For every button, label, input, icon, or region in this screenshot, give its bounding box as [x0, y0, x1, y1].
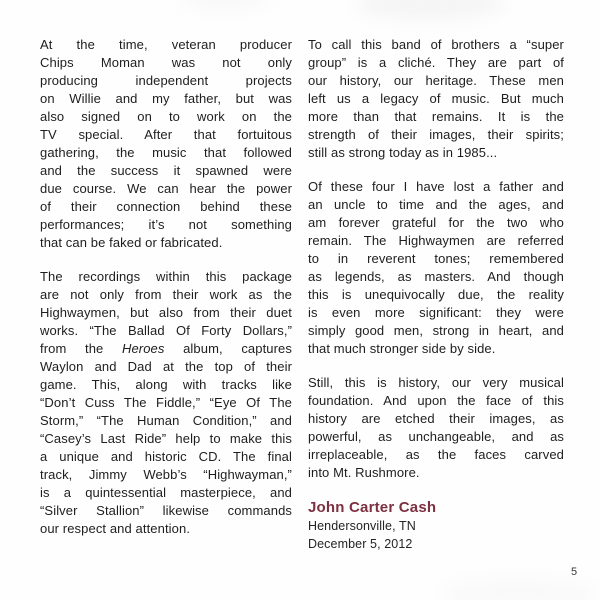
text-line: “Don’t Cuss The Fiddle,” “Eye Of The	[40, 395, 292, 410]
text-line: a unique and historic CD. The final	[40, 449, 292, 464]
text-line: foundation. And upon the face of this	[308, 393, 564, 408]
text-line: that can be faked or fabricated.	[40, 235, 223, 250]
text-line: The recordings within this package	[40, 269, 292, 284]
text-line: simply good men, strong in heart, and	[308, 323, 564, 338]
signature-block	[308, 498, 564, 553]
text-segment: from the	[40, 341, 122, 356]
text-line: Of these four I have lost a father and	[308, 179, 564, 194]
text-line: Chips Moman was not only	[40, 55, 292, 70]
paragraph	[308, 178, 564, 358]
text-line: history are etched their images, as	[308, 411, 564, 426]
text-line: our history, our heritage. These men	[308, 73, 564, 88]
italic-text: Heroes	[121, 341, 165, 356]
paragraph	[40, 268, 292, 538]
text-line: of their connection behind these	[40, 199, 292, 214]
text-line: “Silver Stallion” likewise commands	[40, 503, 292, 518]
text-line: works. “The Ballad Of Forty Dollars,”	[40, 323, 292, 338]
text-line: Waylon and Dad at the top of their	[40, 359, 292, 374]
text-line: At the time, veteran producer	[40, 37, 292, 52]
text-line: Storm,” “The Human Condition,” and	[40, 413, 292, 428]
text-segment: album, captures	[164, 341, 292, 356]
text-line: also signed on to work on the	[40, 109, 292, 124]
text-line: group” is a cliché. They are part of	[308, 55, 564, 70]
scan-smudge	[180, 0, 270, 10]
text-line: performances; it’s not something	[40, 217, 292, 232]
text-line: still as strong today as in 1985...	[308, 145, 498, 160]
text-line: track, Jimmy Webb’s “Highwayman,”	[40, 467, 292, 482]
text-line: Still, this is history, our very musical	[308, 375, 564, 390]
scan-smudge	[440, 578, 600, 600]
text-line: more than that remains. It is the	[308, 109, 564, 124]
text-line: are not only from their work as the	[40, 287, 292, 302]
left-column	[40, 36, 292, 554]
paragraph	[40, 36, 292, 252]
right-column	[308, 36, 564, 553]
text-line: on Willie and my father, but was	[40, 91, 292, 106]
text-line: an uncle to time and the ages, and	[308, 197, 564, 212]
text-line: as legends, as masters. And though	[308, 269, 564, 284]
paragraph	[308, 36, 564, 162]
text-line: due course. We can hear the power	[40, 181, 292, 196]
text-line: is even more significant: they were	[308, 305, 564, 320]
text-line: remain. The Highwaymen are referred	[308, 233, 564, 248]
page-number: 5	[571, 566, 578, 578]
text-line: strength of their images, their spirits;	[308, 127, 564, 142]
text-line: powerful, as unchangeable, and as	[308, 429, 564, 444]
signature-name: John Carter Cash	[308, 499, 437, 516]
text-line: Highwaymen, but also from their duet	[40, 305, 292, 320]
signature-location: Hendersonville, TN	[308, 519, 416, 533]
text-line: into Mt. Rushmore.	[308, 465, 420, 480]
scan-smudge	[355, 0, 505, 20]
text-line: to in reverent tones; remembered	[308, 251, 564, 266]
text-line: is a quintessential masterpiece, and	[40, 485, 292, 500]
text-line: left us a legacy of music. But much	[308, 91, 564, 106]
text-line: TV special. After that fortuitous	[40, 127, 292, 142]
paragraph	[308, 374, 564, 482]
text-line: To call this band of brothers a “super	[308, 37, 564, 52]
text-line: game. This, along with tracks like	[40, 377, 292, 392]
text-line: producing independent projects	[40, 73, 292, 88]
signature-date: December 5, 2012	[308, 536, 413, 551]
text-line: and the success it spawned were	[40, 163, 292, 178]
right-column-paragraphs	[308, 36, 564, 482]
text-line: gathering, the music that followed	[40, 145, 292, 160]
text-line: that much stronger side by side.	[308, 341, 496, 356]
text-line: our respect and attention.	[40, 521, 191, 536]
text-line: “Casey’s Last Ride” help to make this	[40, 431, 292, 446]
text-line	[40, 340, 292, 358]
text-line: this is unequivocally due, the reality	[308, 287, 564, 302]
text-line: am forever grateful for the two who	[308, 215, 564, 230]
text-line: irreplaceable, as the faces carved	[308, 447, 564, 462]
